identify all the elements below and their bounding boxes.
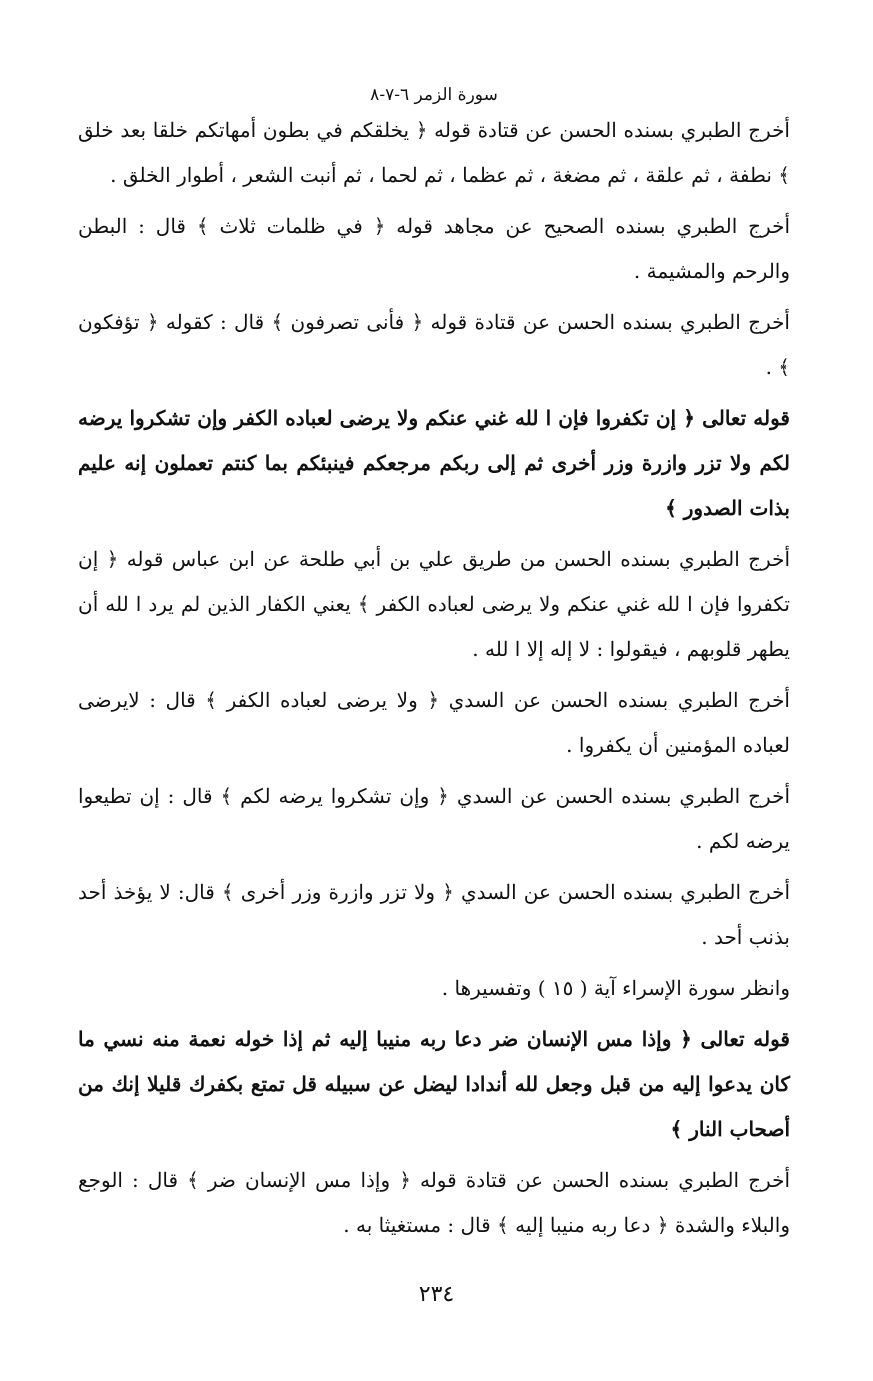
page-body [78,82,790,1254]
paragraph: أخرج الطبري بسنده الصحيح عن مجاهد قوله ﴿ في ظلمات ثلاث ﴾ قال : البطن والرحم والمشيمة . [78,214,790,283]
paragraph: أخرج الطبري بسنده الحسن عن قتادة قوله ﴿ فأنى تصرفون ﴾ قال : كقوله ﴿ تؤفكون ﴾ . [78,310,790,379]
paragraph: أخرج الطبري بسنده الحسن عن قتادة قوله ﴿ وإذا مس الإنسان ضر ﴾ قال : الوجع والبلاء والشدة ﴿ دعا ربه منيبا إليه ﴾ قال : مستغيثا به . [78,1168,790,1237]
verse-heading: قوله تعالى ﴿ وإذا مس الإنسان ضر دعا ربه منيبا إليه ثم إذا خوله نعمة منه نسي ما كان يدعوا إليه من قبل وجعل لله أندادا ليضل عن سبيله قل تمتع بكفرك قليلا إنك من أصحاب النار ﴾ [78,1027,790,1141]
paragraph: أخرج الطبري بسنده الحسن عن قتادة قوله ﴿ يخلقكم في بطون أمهاتكم خلقا بعد خلق ﴾ نطفة ، ثم علقة ، ثم مضغة ، ثم عظما ، ثم لحما ، ثم أنبت الشعر ، أطوار الخلق . [78,118,790,187]
paragraphs [78,108,790,1248]
page-header: سورة الزمر ٦-٧-٨ [370,85,498,105]
page-number: ٢٣٤ [418,1282,455,1307]
paragraph: أخرج الطبري بسنده الحسن عن السدي ﴿ ولا يرضى لعباده الكفر ﴾ قال : لايرضى لعباده المؤمنين أن يكفروا . [78,688,790,757]
paragraph: أخرج الطبري بسنده الحسن عن السدي ﴿ وإن تشكروا يرضه لكم ﴾ قال : إن تطيعوا يرضه لكم . [78,784,790,853]
paragraph: أخرج الطبري بسنده الحسن عن السدي ﴿ ولا تزر وازرة وزر أخرى ﴾ قال: لا يؤخذ أحد بذنب أحد . [78,880,790,949]
paragraph: وانظر سورة الإسراء آية ( ١٥ ) وتفسيرها . [441,976,790,1000]
paragraph: أخرج الطبري بسنده الحسن من طريق علي بن أبي طلحة عن ابن عباس قوله ﴿ إن تكفروا فإن ا لله غني عنكم ولا يرضى لعباده الكفر ﴾ يعني الكفار الذين لم يرد ا لله أن يطهر قلوبهم ، فيقولوا : لا إله إلا ا لله . [78,547,790,661]
verse-heading: قوله تعالى ﴿ إن تكفروا فإن ا لله غني عنكم ولا يرضى لعباده الكفر وإن تشكروا يرضه لكم ولا تزر وازرة وزر أخرى ثم إلى ربكم مرجعكم فينبئكم بما كنتم تعملون إنه عليم بذات الصدور ﴾ [78,406,790,520]
